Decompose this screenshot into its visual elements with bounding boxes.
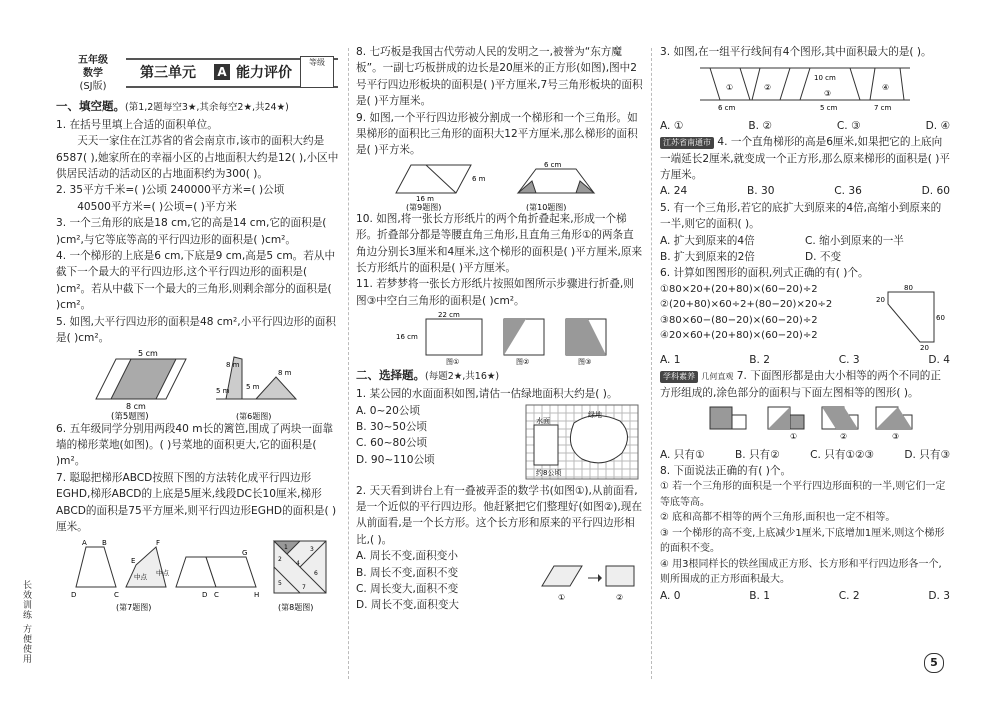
label-d2: D [202,591,208,600]
s3-opt-a[interactable]: A. ① [660,119,684,132]
section-fill-blank: 一、填空题。(第1,2题每空3★,其余每空2★,共24★) [56,99,289,113]
label-b: B [102,539,107,548]
s2-block [356,548,644,624]
column-1 [56,96,340,613]
fig8-caption: (第8题图) [278,603,314,613]
s7-reference [710,407,746,429]
s6-fig-svg [874,282,950,350]
s6-item-4: ④20×60+(20+80)×(60−20)÷2 [660,330,818,342]
s6-c: 60 [936,313,945,322]
water-label: 水面 [536,416,550,425]
edition: (SJ版) [79,81,107,92]
s3-l1: 6 cm [718,104,736,113]
green-area [570,415,627,462]
page-number: 5 [924,653,944,673]
s7-opt-a[interactable]: A. 只有① [660,448,705,461]
column-divider-1 [348,48,349,679]
tangram-1: 1 [284,544,288,552]
s7-fig-svg [660,401,950,441]
s5-opt-b[interactable]: B. 扩大到原来的2倍 [660,251,755,264]
s6-opt-d[interactable]: D. 4 [928,353,950,366]
fig10-caption: (第10题图) [526,202,567,211]
s6-text: 6. 计算如图图形的面积,列式正确的有( )个。 [660,267,869,280]
s7-n3: ③ [892,432,900,442]
s2-c2: ② [616,593,624,603]
s4-tag: 江苏省南通市 [660,137,714,149]
s1-grid-svg [524,403,640,481]
books-tilted [542,566,582,586]
s1-opt-d[interactable]: D. 90~110公顷 [356,453,435,466]
s8-opt-c[interactable]: C. 2 [838,589,860,602]
fig5-caption: (第5题图) [111,411,149,421]
s8-options [660,588,950,604]
s6-b: 20 [876,295,885,304]
s6-item-1: ①80×20+(20+80)×(60−20)÷2 [660,283,818,295]
water-area [534,425,558,465]
q7-text: 7. 聪聪把梯形ABCD按照下图的方法转化成平行四边形EGHD,梯形ABCD的上底是5厘米,线段DC长10厘米,梯形ABCD的面积是75平方厘米,则平行四边形EGHD的面积是( )厘米。 [56,471,337,533]
fig9-parallelogram [396,165,471,193]
fig-9-10 [356,159,644,211]
q3-text: 3. 一个三角形的底是18 cm,它的高是14 cm,它的面积是( )cm²,与它等底等高的平行四边形的面积是( )cm²。 [56,217,327,246]
label-a: A [82,539,87,548]
fig5-bottom-label: 8 cm [126,401,146,411]
s7-options [660,447,950,463]
label-c2: C [214,591,219,600]
level-badge: A [214,64,230,80]
column-3 [660,44,950,604]
transform-step [126,547,166,587]
s6-item-3: ③80×60−(80−20)×(60−20)÷2 [660,314,818,326]
s7-opt-b[interactable]: B. 只有② [734,448,780,461]
s2-c1: ① [558,593,566,603]
label-e: E [131,557,136,566]
s1-opt-b[interactable]: B. 30~50公顷 [356,420,428,433]
section-choice: 二、选择题。(每题2★,共16★) [356,368,500,383]
mid-label-1: 中点 [134,573,147,582]
tangram-5: 5 [278,580,282,588]
s4-text: 江苏省南通市 4. 一个直角梯形的高是6厘米,如果把它的上底向一端延长2厘米,就变成一个正方形,那么原来梯形的面积是( )平方厘米。 [660,136,950,182]
s1-text: 1. 某公园的水面面积如图,请估一估绿地面积大约是( )。 [356,388,618,401]
s1-options [356,403,506,469]
books-straight [606,566,634,586]
tangram-3: 3 [310,546,314,554]
trapezoid-abcd [76,547,116,587]
grade: 五年级 [78,55,108,66]
q10-text: 10. 如图,将一张长方形纸片的两个角折叠起来,形成一个梯形。折叠部分都是等腰直角三角形,且直角三角形①的两条直角边分别长3厘米和4厘米,这个梯形的面积是( )平方厘米,原来长方形纸片的面积是( )平方厘米。 [356,212,643,275]
label-d: D [71,591,77,600]
tangram-7: 7 [302,584,306,592]
s3-n2: ② [764,83,772,93]
fig7-caption: (第7题图) [116,603,152,613]
tangram-4: 4 [296,560,300,568]
fig-9-10-svg [356,159,644,211]
grade-box[interactable] [300,56,334,88]
fig11-c2: 图② [516,358,530,366]
fig6-c: 8 m [278,368,292,377]
q1-title: 1. 在括号里填上合适的面积单位。 [56,118,218,131]
s3-opt-b[interactable]: B. ② [748,119,772,132]
grade-box-label: 等级 [309,58,325,67]
label-g: G [242,549,248,558]
fig11-c3: 图③ [578,358,592,366]
s8-item-4: ④ 用3根同样长的铁丝围成正方形、长方形和平行四边形各一个,则所围成的正方形面积最大。 [660,558,942,586]
fig5-top-label: 5 cm [138,348,158,358]
fig11-rect-1 [426,319,482,355]
s2-opt-a[interactable]: A. 周长不变,面积变小 [356,550,458,563]
q11-text: 11. 若梦梦将一张长方形纸片按照如图所示步骤进行折叠,则图③中空白三角形的面积是( )cm²。 [356,278,634,307]
s2-opt-c[interactable]: C. 周长变大,面积不变 [356,582,459,595]
s7-tag: 学科素养 [660,371,698,383]
unit-bar [126,58,338,88]
s4-opt-d[interactable]: D. 60 [921,185,950,198]
s7-choice-2 [822,407,858,429]
s7-choice-1 [768,407,804,429]
s6-block [660,282,950,352]
page-header [56,50,340,94]
fig-7-8-svg [56,535,340,613]
label-f: F [156,539,161,548]
s4-opt-c[interactable]: C. 36 [834,185,862,198]
s8-item-2: ② 底和高都不相等的两个三角形,面积也一定不相等。 [660,512,896,524]
s8-item-3: ③ 一个梯形的高不变,上底减少1厘米,下底增加1厘米,则这个梯形的面积不变。 [660,527,945,555]
q8-text: 8. 七巧板是我国古代劳动人民的发明之一,被誉为“东方魔板”。一副七巧板拼成的边长是20厘米的正方形(如图),图中2号平行四边形板块的面积是( )平方厘米,7号三角形板块的面积是( )平方厘米。 [356,46,643,108]
fig-5-6-svg [56,347,340,421]
s3-opt-d[interactable]: D. ④ [925,119,950,132]
s6-opt-b[interactable]: B. 2 [749,353,771,366]
s7-sub: 几何直观 [701,372,734,382]
s6-d: 20 [920,343,929,350]
s3-text: 3. 如图,在一组平行线间有4个图形,其中面积最大的是( )。 [660,46,932,58]
s2-text: 2. 天天看到讲台上有一叠被弄歪的数学书(如图①),从前面看,是一个近似的平行四边形。他赶紧把它们整理好(如图②),现在从前面看,是一个长方形。这个长方形和原来的平行四边形相比,( )。 [356,484,642,546]
s3-n3: ③ [824,89,832,99]
grade-badge [64,54,122,93]
q4-text: 4. 一个梯形的上底是6 cm,下底是9 cm,高是5 cm。若从中截下一个最大的平行四边形,这个平行四边形的面积是( )cm²。若从中截下一个最大的三角形,则剩余部分的面积是( )cm²。 [56,250,336,312]
fig-11-svg [356,309,644,365]
unit-title: 第三单元 [140,65,196,81]
q1-text: 天天一家住在江苏省的省会南京市,该市的面积大约是6587( ),她家所在的幸福小区的占地面积大约是12( ),小区中供居民活动的活动区的占地面积约为300( )。 [56,135,339,181]
s7-choice-3 [876,407,912,429]
s7-n2: ② [840,432,848,442]
s4-options [660,183,950,199]
s7-opt-c[interactable]: C. 只有①②③ [810,448,874,461]
s7-opt-d[interactable]: D. 只有③ [904,448,950,461]
tangram-2: 2 [278,556,282,564]
side-text: 长效训练 方便使用 [21,580,31,664]
fig9-a: 16 m [416,194,434,203]
s5-opt-d[interactable]: D. 不变 [805,251,842,264]
label-h: H [254,591,260,600]
s2-books-svg [536,552,640,606]
s1-opt-c[interactable]: C. 60~80公顷 [356,437,428,450]
s1-block [356,403,644,483]
fig9-caption: (第9题图) [406,202,442,211]
s3-l2: 10 cm [814,74,836,83]
s8-text: 8. 下面说法正确的有( )个。 [660,464,792,477]
s3-opt-c[interactable]: C. ③ [836,119,861,132]
plot-2 [256,377,296,399]
s6-list [660,282,870,344]
s2-opt-b[interactable]: B. 周长不变,面积不变 [356,566,459,579]
about-label: 约8公顷 [536,468,562,477]
fig11-h: 16 cm [396,333,418,342]
mid-label-2: 中点 [156,569,169,578]
s6-opt-c[interactable]: C. 3 [838,353,860,366]
column-divider-2 [651,48,652,679]
fig10-a: 6 cm [544,160,562,169]
s5-opt-a[interactable]: A. 扩大到原来的4倍 [660,234,755,247]
s4-opt-b[interactable]: B. 30 [747,185,775,198]
s5-text: 5. 有一个三角形,若它的底扩大到原来的4倍,高缩小到原来的一半,则它的面积( )。 [660,201,942,231]
s3-n4: ④ [882,83,890,93]
s2-opt-d[interactable]: D. 周长不变,面积变大 [356,599,460,612]
fig6-a: 8 m [226,360,240,369]
s6-shape [888,292,934,342]
label-c: C [114,591,119,600]
s1-opt-a[interactable]: A. 0~20公顷 [356,404,421,417]
fig-5-6 [56,347,340,421]
fig-7-8 [56,535,340,613]
fig11-c1: 图① [446,358,460,366]
s8-item-1: ① 若一个三角形的面积是一个平行四边形面积的一半,则它们一定等底等高。 [660,481,946,508]
green-label: 绿地 [588,410,602,419]
subject: 数学 [83,68,103,79]
q6-text: 6. 五年级同学分别用两段40 m长的篱笆,围成了两块一面靠墙的梯形菜地(如图)。( )号菜地的面积更大,它的面积是( )m²。 [56,422,334,468]
s3-fig-svg [660,60,950,112]
fig-11 [356,309,644,365]
fig6-b: 5 m [216,386,230,395]
s8-opt-d[interactable]: D. 3 [928,589,950,602]
s3-n1: ① [726,83,734,93]
s5-options [660,233,950,266]
tangram-6: 6 [314,570,318,578]
column-2 [356,44,644,624]
s4-opt-a[interactable]: A. 24 [660,185,688,198]
fig6-caption: (第6题图) [236,411,272,421]
s5-opt-c[interactable]: C. 缩小到原来的一半 [805,234,904,247]
s3-l3: 5 cm [820,104,838,113]
s7-text: 学科素养 几何直观 7. 下面图形都是由大小相等的两个不同的正方形组成的,涂色部分的面积与下面左图相等的图形( )。 [660,370,941,399]
q2-line2: 40500平方米=( )公顷=( )平方米 [77,200,237,213]
q2-line1: 2. 35平方千米=( )公顷 240000平方米=( )公顷 [56,184,285,197]
s7-n1: ① [790,432,798,442]
fig6-d: 5 m [246,382,260,391]
q5-text: 5. 如图,大平行四边形的面积是48 cm²,小平行四边形的面积是( )cm²。 [56,315,336,345]
s3-options [660,118,950,134]
s6-item-2: ②(20+80)×60÷2+(80−20)×20÷2 [660,299,833,311]
s6-a: 80 [904,283,913,292]
s3-l4: 7 cm [874,104,892,113]
page-title: 能力评价 [236,65,292,81]
s8-opt-a[interactable]: A. 0 [660,589,681,602]
q9-text: 9. 如图,一个平行四边形被分割成一个梯形和一个三角形。如果梯形的面积比三角形的面积大12平方厘米,那么梯形的面积是( )平方米。 [356,111,638,157]
s8-opt-b[interactable]: B. 1 [749,589,771,602]
fig9-b: 6 m [472,174,486,183]
s6-opt-a[interactable]: A. 1 [660,353,681,366]
s6-options [660,352,950,368]
fig11-w: 22 cm [438,311,460,320]
s2-options [356,548,506,614]
